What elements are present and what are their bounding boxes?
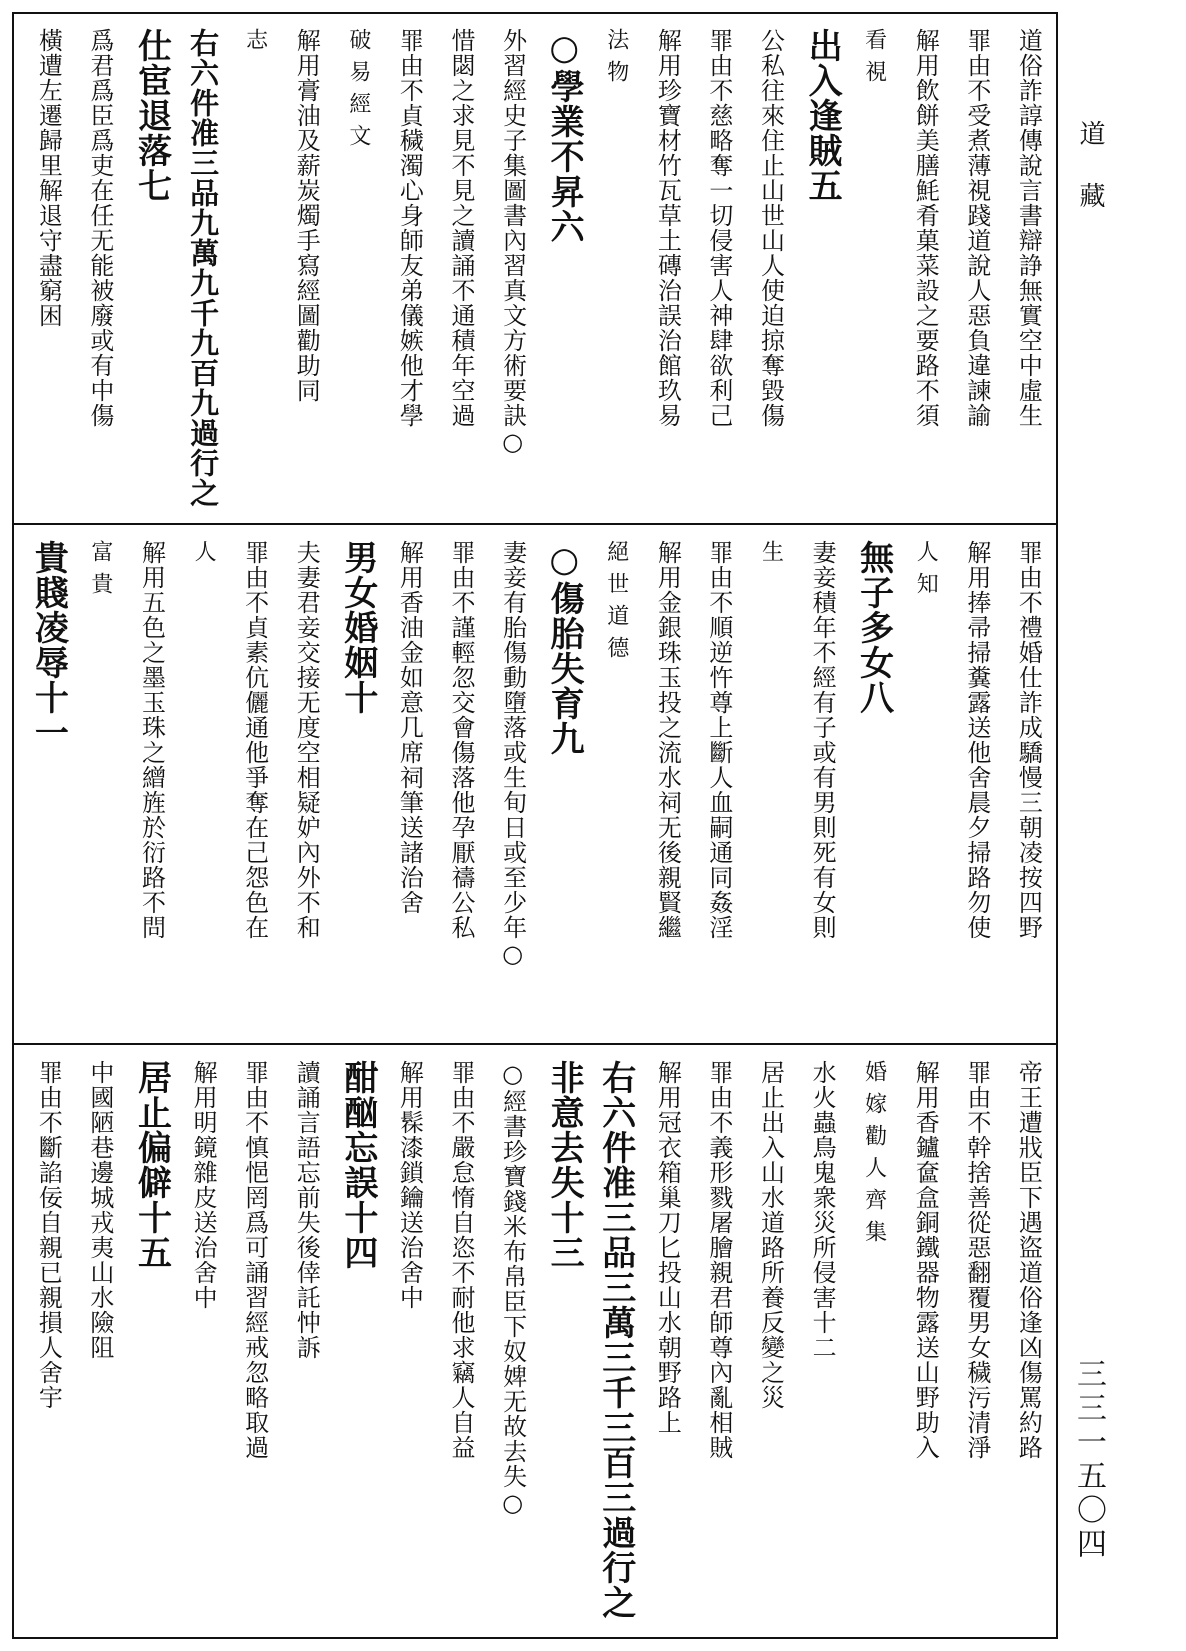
text-column: ○傷胎失育九	[544, 540, 585, 756]
text-column: 水火蟲鳥鬼衆災所侵害十二	[808, 1060, 837, 1360]
text-column: 夫妻君妾交接无度空相疑妒內外不和	[292, 540, 321, 940]
text-band-bottom	[14, 1046, 1056, 1637]
text-column: 解用明鏡雜皮送治舍中	[189, 1060, 218, 1310]
text-column: 絕世道德	[603, 540, 629, 668]
text-column: 居止出入山水道路所養反變之災	[756, 1060, 785, 1410]
text-column: 婚嫁勸人齊集	[861, 1060, 887, 1252]
text-column: 解用捧帚掃糞露送他舍晨夕掃路勿使	[962, 540, 991, 940]
text-column: 罪由不貞穢濁心身師友弟儀嫉他才學	[395, 28, 424, 428]
text-column: 破易經文	[345, 28, 371, 156]
text-column: 解用金銀珠玉投之流水祠无後親賢繼	[653, 540, 682, 940]
text-column: 惜閟之求見不見之讀誦不通積年空過	[446, 28, 475, 428]
text-column: 罪由不受煮薄視踐道說人惡負違諫諭	[962, 28, 991, 428]
text-column: 非意去失十三	[544, 1060, 585, 1270]
text-column: 罪由不義形戮屠膾親君師尊內亂相賊	[704, 1060, 733, 1460]
text-column: 男女婚姻十	[337, 540, 378, 715]
text-column: 貴賤凌辱十一	[28, 540, 69, 750]
text-column: 無子多女八	[853, 540, 894, 715]
text-band-top	[14, 14, 1056, 522]
text-column: 解用冠衣箱巢刀匕投山水朝野路上	[653, 1060, 682, 1435]
text-column: 罪由不順逆忤尊上斷人血嗣通同姦淫	[704, 540, 733, 940]
text-column: 解用五色之墨玉珠之繒旌於衍路不問	[137, 540, 166, 940]
text-column: 帝王遭戕臣下遇盜道俗逢凶傷罵約路	[1014, 1060, 1043, 1460]
text-column: 妻妾積年不經有子或有男則死有女則	[808, 540, 837, 940]
text-column: 中國陋巷邊城戎夷山水險阻	[85, 1060, 114, 1360]
text-column: 解用香鑪奩盒銅鐵器物露送山野助入	[911, 1060, 940, 1460]
text-column: 罪由不禮婚仕詐成驕慢三朝凌按四野	[1014, 540, 1043, 940]
text-column: 出入逢賊五	[802, 28, 843, 203]
text-column: ○學業不昇六	[544, 28, 585, 244]
text-column: 罪由不貞素伉儷通他爭奪在己怨色在	[240, 540, 269, 940]
text-column: 罪由不斷諂佞自親已親損人舍宇	[34, 1060, 63, 1410]
text-column: 右六件准三品九萬九千九百九過行之	[186, 28, 221, 508]
text-column: 妻妾有胎傷動墮落或生旬日或至少年○	[498, 540, 527, 969]
text-column: 酣酗忘誤十四	[337, 1060, 378, 1270]
text-column: 解用香油金如意几席祠筆送諸治舍	[395, 540, 424, 915]
text-column: 解用珍寶材竹瓦草土磚治誤治館玖易	[653, 28, 682, 428]
text-column: 外習經史子集圖書內習真文方術要訣○	[498, 28, 527, 457]
text-column: 解用膏油及薪炭燭手寫經圖勸助同	[292, 28, 321, 403]
text-column: 人知	[913, 540, 939, 604]
text-column: 右六件准三品三萬三千三百三過行之	[595, 1060, 636, 1620]
text-column: 富貴	[87, 540, 113, 604]
text-band-middle	[14, 526, 1056, 1041]
text-column: ○經書珍寶錢米布帛臣下奴婢无故去失○	[498, 1060, 527, 1518]
text-column: 看視	[861, 28, 887, 92]
text-column: 罪由不嚴怠惰自恣不耐他求竊人自益	[446, 1060, 475, 1460]
text-column: 人	[191, 540, 217, 572]
text-column: 居止偏僻十五	[131, 1060, 172, 1270]
text-column: 道俗詐諄傳說言書辯諍無實空中虛生	[1014, 28, 1043, 428]
text-column: 公私往來住止山世山人使迫掠奪毀傷	[756, 28, 785, 428]
text-column: 解用髹漆鎖鑰送治舍中	[395, 1060, 424, 1310]
text-column: 罪由不慈略奪一切侵害人神肆欲利己	[704, 28, 733, 428]
text-column: 法物	[603, 28, 629, 92]
text-column: 生	[758, 540, 784, 572]
page-number: 三三一五〇四	[1071, 1358, 1106, 1562]
band-divider-2	[12, 1043, 1058, 1045]
band-divider-1	[12, 523, 1058, 525]
text-column: 爲君爲臣爲吏在任无能被廢或有中傷	[85, 28, 114, 428]
book-title: 道藏	[1075, 120, 1105, 244]
text-column: 仕宦退落七	[131, 28, 172, 203]
text-column: 讀誦言語忘前失後倖託忡訴	[292, 1060, 321, 1360]
text-column: 罪由不幹捨善從惡翻覆男女穢污清淨	[962, 1060, 991, 1460]
text-column: 罪由不慎悒罔爲可誦習經戒忽略取過	[240, 1060, 269, 1460]
text-column: 罪由不謹輕忽交會傷落他孕厭禱公私	[446, 540, 475, 940]
text-column: 橫遭左遷歸里解退守盡窮困	[34, 28, 63, 328]
text-column: 志	[242, 28, 268, 60]
text-column: 解用飲餅美膳魹肴菓菜設之要路不須	[911, 28, 940, 428]
